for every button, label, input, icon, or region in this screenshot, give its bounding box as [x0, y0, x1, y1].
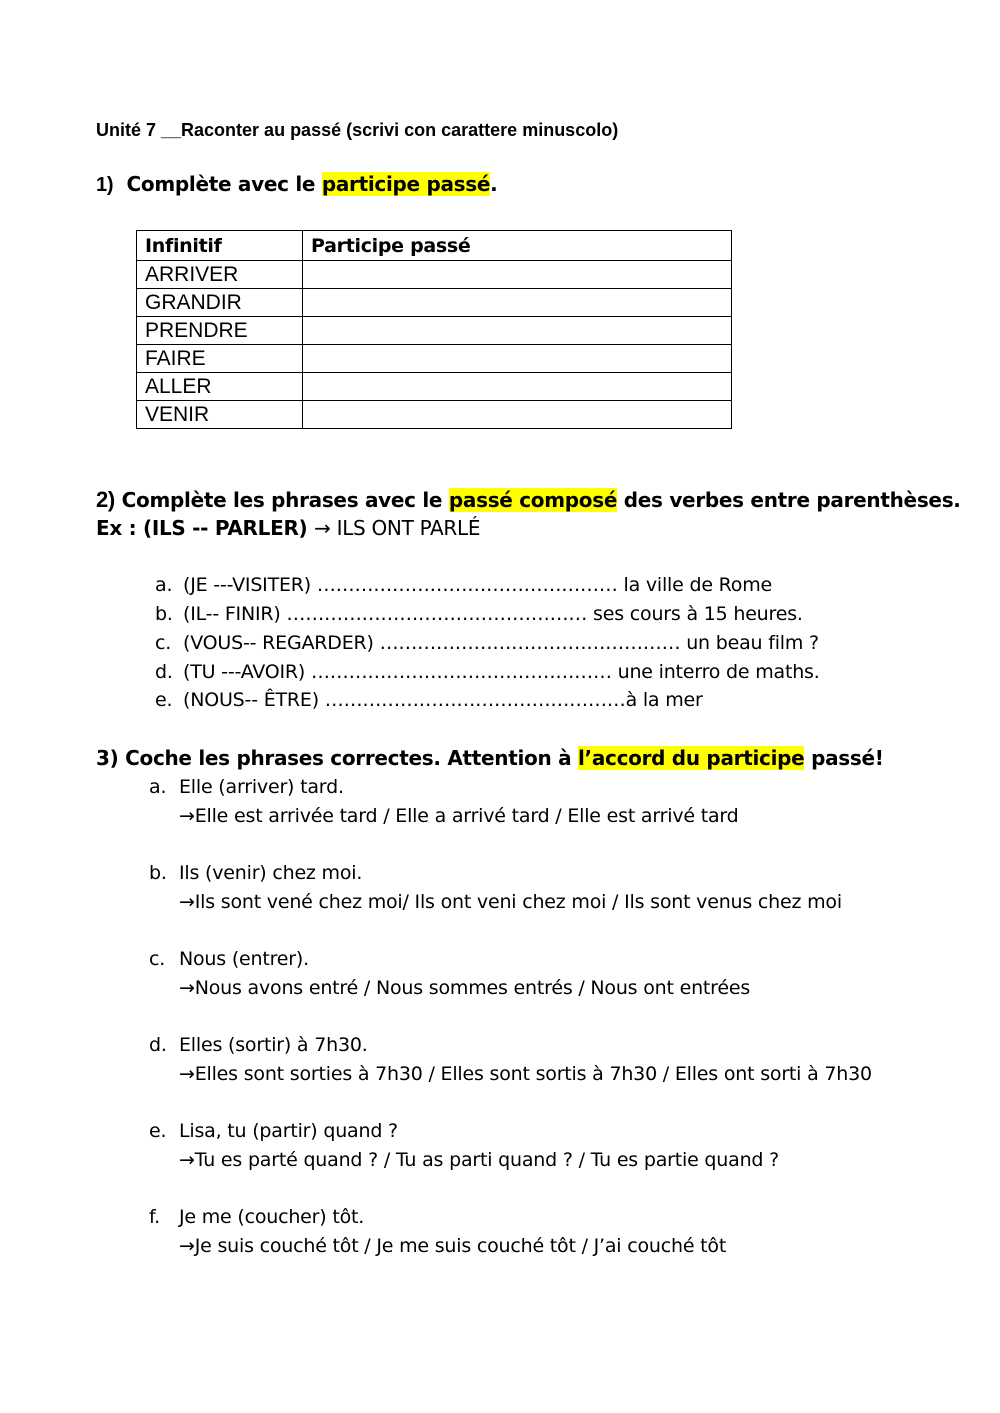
table-header-participle: Participe passé — [303, 231, 732, 261]
table-row — [137, 317, 732, 345]
list-item — [155, 661, 820, 683]
item-marker: f. — [149, 1206, 160, 1228]
participle-answer-cell[interactable] — [303, 345, 732, 373]
item-options: →Tu es parté quand ? / Tu as parti quand ? / Tu es partie quand ? — [179, 1149, 779, 1171]
infinitive-cell: PRENDRE — [137, 317, 303, 345]
item-text: (JE ---VISITER) ………………………………………… la ville de Rome — [183, 574, 773, 596]
list-item — [149, 776, 344, 798]
list-item — [155, 632, 819, 654]
section3-prefix: 3) Coche les phrases correctes. Attention à — [96, 746, 572, 770]
table-row — [137, 261, 732, 289]
section2-highlight: passé composé — [448, 488, 618, 512]
infinitive-cell: ALLER — [137, 373, 303, 401]
table-row — [137, 373, 732, 401]
list-item — [155, 689, 703, 711]
item-options: →Nous avons entré / Nous sommes entrés / Nous ont entrées — [179, 977, 751, 999]
infinitive-cell: ARRIVER — [137, 261, 303, 289]
section2-heading — [96, 487, 961, 513]
item-marker: a. — [155, 574, 173, 596]
section2-suffix: des verbes entre parenthèses. — [623, 488, 961, 512]
participle-table — [136, 230, 732, 429]
table-row — [137, 345, 732, 373]
section1-prefix: Complète avec le — [126, 172, 316, 196]
table-row — [137, 401, 732, 429]
item-marker: b. — [155, 603, 173, 625]
item-options: →Elle est arrivée tard / Elle a arrivé tard / Elle est arrivé tard — [179, 805, 739, 827]
participle-answer-cell[interactable] — [303, 261, 732, 289]
list-item — [149, 1120, 398, 1142]
item-prompt: Elle (arriver) tard. — [179, 776, 344, 798]
section2-number: 2) — [96, 487, 115, 512]
example-answer: → ILS ONT PARLÉ — [314, 516, 481, 540]
participle-answer-cell[interactable] — [303, 373, 732, 401]
participle-answer-cell[interactable] — [303, 401, 732, 429]
participle-answer-cell[interactable] — [303, 289, 732, 317]
section1-highlight: participe passé — [321, 172, 491, 196]
list-item — [149, 1206, 364, 1228]
item-prompt: Je me (coucher) tôt. — [179, 1206, 365, 1228]
item-options: →Elles sont sorties à 7h30 / Elles sont sortis à 7h30 / Elles ont sorti à 7h30 — [179, 1063, 872, 1085]
section2-prefix: Complète les phrases avec le — [121, 488, 443, 512]
item-marker: e. — [149, 1120, 167, 1142]
list-item — [155, 603, 803, 625]
item-marker: d. — [155, 661, 173, 683]
item-text: (IL-- FINIR) ………………………………………… ses cours à 15 heures. — [183, 603, 803, 625]
participle-answer-cell[interactable] — [303, 317, 732, 345]
infinitive-cell: VENIR — [137, 401, 303, 429]
table-header-row — [137, 231, 732, 261]
section3-highlight: l’accord du participe — [577, 746, 805, 770]
infinitive-cell: GRANDIR — [137, 289, 303, 317]
section3-suffix: passé! — [811, 746, 884, 770]
list-item — [149, 948, 309, 970]
item-text: (TU ---AVOIR) ………………………………………… une interro de maths. — [183, 661, 820, 683]
item-prompt: Elles (sortir) à 7h30. — [179, 1034, 368, 1056]
example-label: Ex : (ILS -- PARLER) — [96, 516, 308, 540]
list-item — [149, 1034, 368, 1056]
infinitive-cell: FAIRE — [137, 345, 303, 373]
item-marker: c. — [155, 632, 172, 654]
item-options: →Je suis couché tôt / Je me suis couché tôt / J’ai couché tôt — [179, 1235, 727, 1257]
item-marker: d. — [149, 1034, 167, 1056]
item-marker: a. — [149, 776, 167, 798]
section2-example — [96, 516, 480, 540]
item-marker: e. — [155, 689, 173, 711]
item-prompt: Ils (venir) chez moi. — [179, 862, 363, 884]
item-prompt: Lisa, tu (partir) quand ? — [179, 1120, 398, 1142]
item-options: →Ils sont vené chez moi/ Ils ont veni chez moi / Ils sont venus chez moi — [179, 891, 842, 913]
list-item — [155, 574, 772, 596]
item-marker: c. — [149, 948, 166, 970]
item-prompt: Nous (entrer). — [179, 948, 309, 970]
table-row — [137, 289, 732, 317]
item-text: (NOUS-- ÊTRE) …………………………………………à la mer — [183, 689, 703, 711]
section1-number: 1) — [96, 174, 114, 196]
item-marker: b. — [149, 862, 167, 884]
section3-heading — [96, 746, 884, 770]
item-text: (VOUS-- REGARDER) ………………………………………… un beau film ? — [183, 632, 819, 654]
table-header-infinitive: Infinitif — [137, 231, 303, 261]
section1-suffix: . — [490, 172, 498, 196]
list-item — [149, 862, 362, 884]
worksheet-title: Unité 7 __Raconter au passé (scrivi con carattere minuscolo) — [96, 120, 619, 140]
section1-heading — [96, 172, 497, 197]
